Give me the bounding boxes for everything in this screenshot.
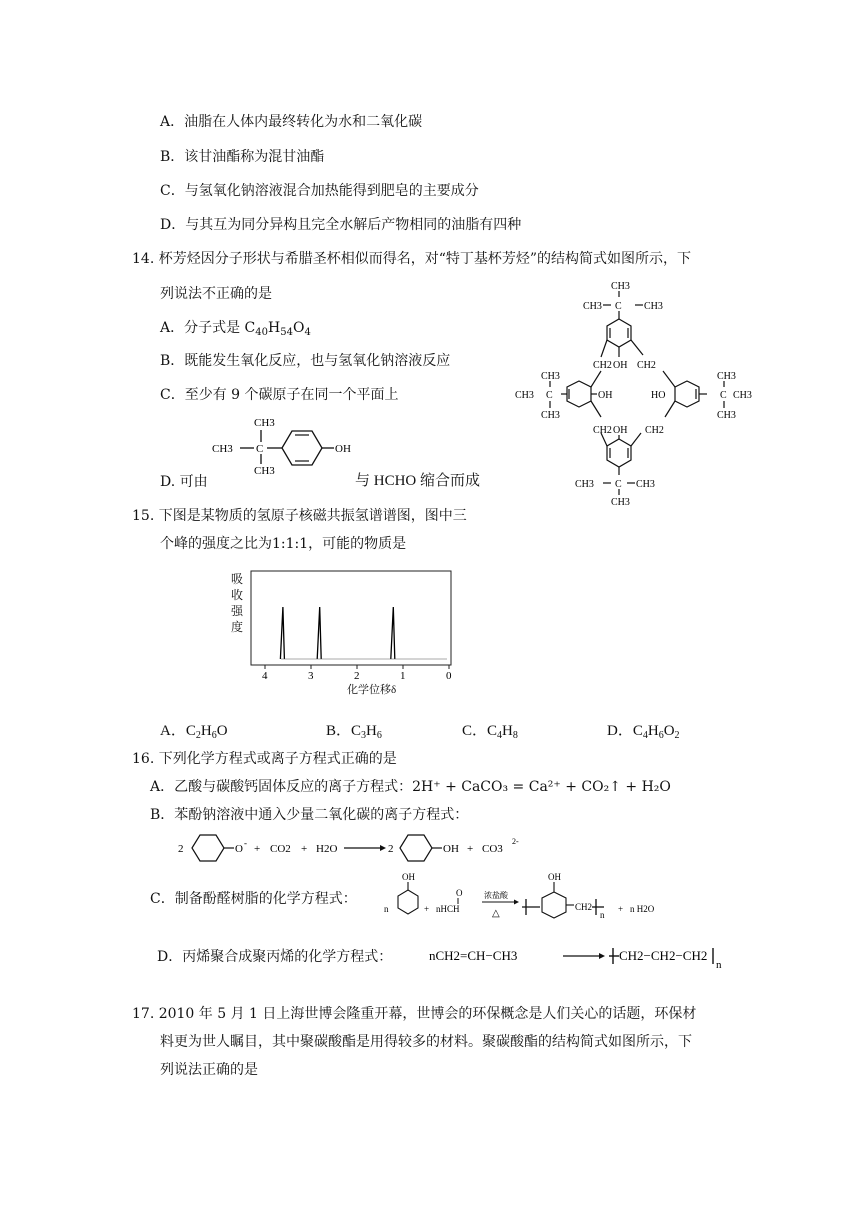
svg-text:2-: 2-	[512, 837, 519, 846]
q17-line3: 列说法正确的是	[160, 1062, 258, 1078]
svg-text:+: +	[254, 843, 261, 855]
svg-text:CH3: CH3	[717, 410, 736, 421]
nmr-ylabel-char: 度	[231, 620, 244, 634]
q14-option-c: C．至少有 9 个碳原子在同一个平面上	[160, 387, 399, 403]
svg-text:n H2O: n H2O	[630, 904, 655, 914]
svg-text:OH: OH	[598, 390, 613, 401]
calixarene-structure	[505, 275, 775, 510]
nmr-ylabel-char: 吸	[231, 572, 244, 586]
q14-option-d-prefix: D. 可由	[160, 474, 208, 490]
nmr-x-tick-label: 4	[262, 670, 268, 682]
svg-text:O: O	[456, 888, 463, 898]
svg-text:CH3: CH3	[212, 443, 233, 455]
q15-option-d: D．$C_4H_6O_2$	[607, 723, 680, 741]
svg-text:+: +	[301, 843, 308, 855]
svg-text:CH3: CH3	[254, 465, 275, 477]
svg-text:CO2: CO2	[270, 843, 291, 855]
svg-text:C: C	[720, 390, 727, 401]
svg-text:+: +	[467, 843, 474, 855]
q15-option-b: B．$C_3H_6$	[326, 723, 382, 741]
q13-option-a: A．油脂在人体内最终转化为水和二氧化碳	[160, 114, 423, 130]
nmr-ylabel-char: 收	[231, 588, 244, 602]
svg-text:CO3: CO3	[482, 843, 503, 855]
nmr-ylabel-char: 强	[231, 604, 244, 618]
q13-option-d: D．与其互为同分异构且完全水解后产物相同的油脂有四种	[160, 217, 522, 233]
svg-text:OH: OH	[402, 872, 415, 882]
svg-text:CH3: CH3	[733, 390, 752, 401]
nmr-peaks	[280, 607, 447, 659]
nmr-x-tick-label: 1	[400, 670, 406, 682]
q16-option-a: A．乙酸与碳酸钙固体反应的离子方程式：2H⁺ + CaCO₃ = Ca²⁺ + CO₂↑ + H₂O	[150, 779, 671, 795]
nmr-x-tick-label: 3	[308, 670, 314, 682]
nmr-spectrum-chart	[225, 567, 465, 703]
equation-c	[380, 870, 680, 930]
svg-text:H2O: H2O	[316, 843, 338, 855]
svg-text:2: 2	[178, 843, 184, 855]
svg-text:+: +	[424, 904, 430, 914]
nmr-peak	[317, 607, 321, 659]
svg-text:CH2: CH2	[575, 902, 593, 912]
svg-text:-: -	[244, 838, 247, 848]
svg-text:C: C	[615, 301, 622, 312]
q15-stem-line2: 个峰的强度之比为1:1:1，可能的物质是	[160, 536, 407, 552]
q16-stem: 16. 下列化学方程式或离子方程式正确的是	[132, 751, 397, 767]
svg-text:C: C	[546, 390, 553, 401]
svg-text:OH: OH	[548, 872, 561, 882]
svg-text:nHCH: nHCH	[436, 904, 460, 914]
svg-text:CH3: CH3	[583, 301, 602, 312]
svg-text:CH3: CH3	[515, 390, 534, 401]
svg-text:CH3: CH3	[717, 371, 736, 382]
svg-text:CH3: CH3	[644, 301, 663, 312]
nmr-x-tick-label: 0	[446, 670, 452, 682]
nmr-peak	[391, 607, 395, 659]
svg-text:浓盐酸: 浓盐酸	[484, 891, 508, 900]
svg-text:CH3: CH3	[636, 479, 655, 490]
nmr-x-ticks	[262, 665, 452, 682]
svg-text:CH2: CH2	[593, 425, 612, 436]
svg-text:HO: HO	[651, 390, 666, 401]
svg-text:OH: OH	[613, 425, 628, 436]
svg-text:+: +	[618, 904, 624, 914]
q16-option-c: C．制备酚醛树脂的化学方程式：	[150, 891, 357, 907]
svg-text:C: C	[615, 479, 622, 490]
equation-b	[172, 826, 552, 870]
svg-text:OH: OH	[613, 360, 628, 371]
svg-text:OH: OH	[335, 443, 351, 455]
nmr-ylabel	[231, 572, 244, 634]
svg-text:CH3: CH3	[541, 371, 560, 382]
svg-text:CH3: CH3	[611, 281, 630, 292]
q17-line1: 17. 2010 年 5 月 1 日上海世博会隆重开幕，世博会的环保概念是人们关心的话题，环保材	[132, 1006, 697, 1022]
q15-option-c: C．$C_4H_8$	[462, 723, 518, 741]
svg-text:CH3: CH3	[575, 479, 594, 490]
q13-option-b: B．该甘油酯称为混甘油酯	[160, 149, 325, 165]
tert-butylphenol-structure	[210, 412, 370, 478]
svg-text:C: C	[256, 443, 264, 455]
svg-text:△: △	[492, 908, 500, 919]
svg-text:2: 2	[388, 843, 394, 855]
svg-text:CH2: CH2	[593, 360, 612, 371]
q15-stem-line1: 15. 下图是某物质的氢原子核磁共振氢谱谱图，图中三	[132, 508, 467, 524]
svg-text:CH3: CH3	[611, 497, 630, 508]
svg-text:O: O	[235, 843, 243, 855]
q17-line2: 料更为世人瞩目，其中聚碳酸酯是用得较多的材料。聚碳酸酯的结构简式如图所示，下	[160, 1034, 692, 1050]
svg-text:CH3: CH3	[254, 417, 275, 429]
svg-text:CH2−CH2−CH2: CH2−CH2−CH2	[619, 948, 708, 963]
svg-text:OH: OH	[443, 843, 459, 855]
svg-text:nCH2=CH−CH3: nCH2=CH−CH3	[429, 948, 518, 963]
equation-d	[425, 940, 735, 972]
q14-stem-line2: 列说法不正确的是	[160, 286, 272, 302]
q13-option-c: C．与氢氧化钠溶液混合加热能得到肥皂的主要成分	[160, 183, 479, 199]
nmr-xlabel: 化学位移δ	[347, 684, 397, 696]
nmr-peak	[280, 607, 284, 659]
svg-text:CH3: CH3	[541, 410, 560, 421]
q16-option-b: B．苯酚钠溶液中通入少量二氧化碳的离子方程式：	[150, 807, 469, 823]
nmr-x-tick-label: 2	[354, 670, 360, 682]
svg-text:n: n	[600, 910, 605, 920]
q14-stem-line1: 14. 杯芳烃因分子形状与希腊圣杯相似而得名，对“特丁基杯芳烃”的结构简式如图所示，下	[132, 251, 692, 267]
q16-option-d: D．丙烯聚合成聚丙烯的化学方程式：	[157, 949, 393, 965]
q15-option-a: A．$C_2H_6O$	[160, 723, 228, 741]
q14-option-b: B．既能发生氧化反应，也与氢氧化钠溶液反应	[160, 353, 451, 369]
svg-text:CH2: CH2	[637, 360, 656, 371]
svg-text:n: n	[716, 959, 722, 971]
q14-option-d-suffix: 与 HCHO 缩合而成	[355, 473, 481, 489]
q14-option-a: A．分子式是 $C_{40}H_{54}O_4$	[160, 320, 311, 338]
svg-text:n: n	[384, 904, 389, 914]
svg-text:CH2: CH2	[645, 425, 664, 436]
